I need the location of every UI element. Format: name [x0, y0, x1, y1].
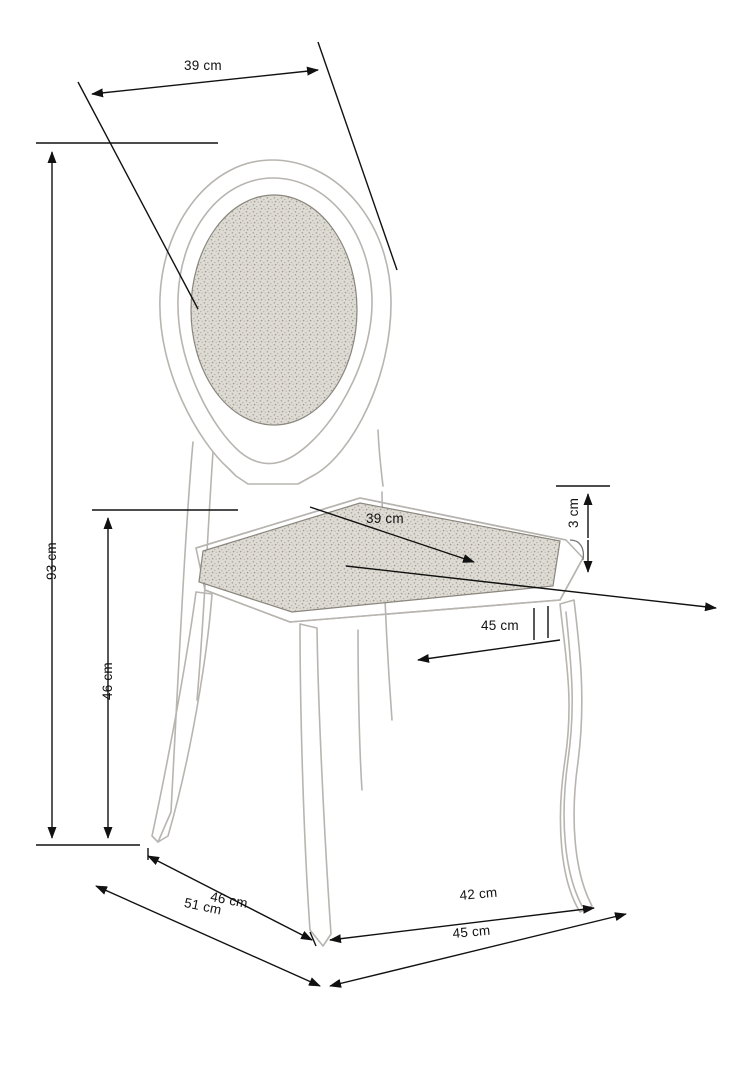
leg-inner-line [358, 630, 362, 790]
dim-label-seat-width: 39 cm [366, 511, 404, 526]
fabric-upholstery [191, 195, 560, 612]
dim-label-base-42: 42 cm [459, 884, 498, 903]
dim-label-seat-height: 46 cm [100, 662, 115, 700]
dim-label-seat-depth: 45 cm [481, 618, 519, 633]
front-right-leg [300, 624, 331, 946]
dim-label-backrest-width: 39 cm [184, 58, 222, 73]
dim-label-total-height: 93 cm [44, 542, 59, 580]
backrest-pad [191, 195, 357, 425]
dim-line-seat-depth-lower [418, 640, 560, 660]
back-right-stile [378, 430, 383, 486]
dim-label-seat-thickness: 3 cm [566, 497, 581, 528]
dim-line-backrest-width [92, 70, 318, 94]
dim-label-base-45: 45 cm [452, 922, 491, 941]
dim-label-base-51: 51 cm [182, 895, 223, 918]
dim-label-base-46: 46 cm [209, 889, 250, 911]
ext-line-backrest-left [78, 82, 198, 309]
seat-apron-right [560, 558, 583, 600]
back-right-leg [560, 600, 592, 912]
